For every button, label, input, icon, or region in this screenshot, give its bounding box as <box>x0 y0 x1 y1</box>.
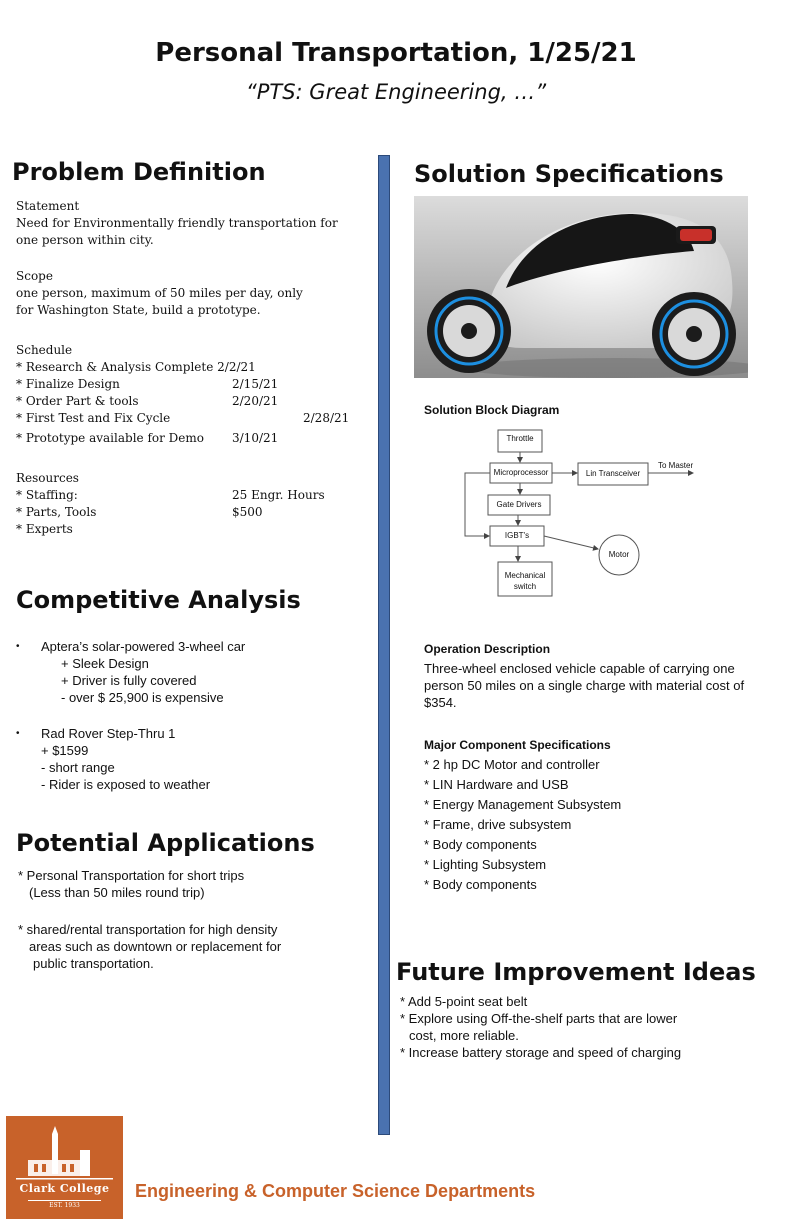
resource-item: * Staffing: <box>16 488 78 502</box>
future-line: * Explore using Off-the-shelf parts that are lower <box>400 1011 678 1026</box>
resources-label: Resources <box>16 471 79 485</box>
schedule-row <box>16 393 361 410</box>
vehicle-photo <box>414 196 748 378</box>
major-components <box>424 735 764 895</box>
resource-item: * Parts, Tools <box>16 505 97 519</box>
future-line: * Add 5-point seat belt <box>400 994 528 1009</box>
bullet: • <box>16 641 20 652</box>
diagram-mech1: Mechanical <box>504 571 546 580</box>
major-label: Major Component Specifications <box>424 738 611 752</box>
competitor-radrover <box>16 725 356 793</box>
vehicle-illustration <box>414 196 748 378</box>
scope-text: one person, maximum of 50 miles per day, only for Washington State, build a prototype. <box>16 286 303 317</box>
resource-item: * Experts <box>16 522 73 536</box>
statement-text: Need for Environmentally friendly transportation for one person within city. <box>16 216 338 247</box>
schedule-row <box>16 359 361 376</box>
future-line: * Increase battery storage and speed of charging <box>400 1045 682 1060</box>
application-line: * shared/rental transportation for high density <box>18 922 278 937</box>
major-item: * 2 hp DC Motor and controller <box>424 757 600 772</box>
footer-departments: Engineering & Computer Science Departments <box>135 1181 536 1201</box>
vertical-divider <box>378 155 390 1135</box>
page-title: Personal Transportation, 1/25/21 <box>155 38 637 68</box>
competitor-point: - Rider is exposed to weather <box>41 777 211 792</box>
diagram-throttle: Throttle <box>506 434 534 443</box>
schedule-label: Schedule <box>16 343 73 357</box>
schedule-section <box>16 342 361 447</box>
resources-section <box>16 470 356 538</box>
schedule-task: * Finalize Design <box>16 377 120 391</box>
operation-section <box>424 641 764 711</box>
resource-value: $500 <box>232 505 263 519</box>
competitor-point: + Driver is fully covered <box>61 673 197 688</box>
schedule-task: * Research & Analysis Complete 2/2/21 <box>16 360 256 374</box>
diagram-motor: Motor <box>608 550 630 559</box>
diagram-to-master: To Master <box>658 461 694 470</box>
diagram-gate: Gate Drivers <box>496 500 542 509</box>
resource-row <box>16 521 356 538</box>
competitor-title: Rad Rover Step-Thru 1 <box>41 726 176 741</box>
competitor-aptera <box>16 638 356 706</box>
application-line: areas such as downtown or replacement for <box>29 939 282 954</box>
future-list <box>400 993 760 1061</box>
schedule-date: 2/15/21 <box>232 377 279 391</box>
scope-label: Scope <box>16 269 53 283</box>
competitor-point: + $1599 <box>41 743 89 758</box>
application-line: public transportation. <box>33 956 154 971</box>
resource-row <box>16 504 356 521</box>
schedule-date: 3/10/21 <box>232 431 279 445</box>
college-est: EST. 1933 <box>49 1202 80 1209</box>
schedule-task: * Prototype available for Demo <box>16 431 204 445</box>
operation-label: Operation Description <box>424 642 551 656</box>
college-name: Clark College <box>19 1182 110 1195</box>
schedule-task: * Order Part & tools <box>16 394 139 408</box>
application-item <box>18 921 358 972</box>
competitive-heading: Competitive Analysis <box>16 586 301 614</box>
college-logo <box>6 1116 123 1219</box>
scope-section <box>16 268 316 319</box>
application-item <box>18 867 358 901</box>
operation-text: Three-wheel enclosed vehicle capable of carrying one person 50 miles on a single charge with material cost of $354. <box>424 661 745 710</box>
diagram-lin: Lin Transceiver <box>585 469 641 478</box>
competitor-point: - short range <box>41 760 115 775</box>
future-heading: Future Improvement Ideas <box>396 958 756 986</box>
competitor-title: Aptera’s solar-powered 3-wheel car <box>41 639 246 654</box>
major-item: * Frame, drive subsystem <box>424 817 572 832</box>
competitor-point: + Sleek Design <box>61 656 149 671</box>
diagram-lines <box>455 425 705 605</box>
schedule-row <box>16 410 361 427</box>
block-diagram-label: Solution Block Diagram <box>424 403 560 417</box>
problem-section <box>16 198 351 249</box>
application-line: (Less than 50 miles round trip) <box>29 885 205 900</box>
applications-heading: Potential Applications <box>16 829 315 857</box>
major-item: * Energy Management Subsystem <box>424 797 622 812</box>
major-item: * Body components <box>424 877 537 892</box>
competitor-point: - over $ 25,900 is expensive <box>61 690 224 705</box>
bullet: • <box>16 728 20 739</box>
schedule-task: * First Test and Fix Cycle <box>16 411 171 425</box>
solution-heading: Solution Specifications <box>414 160 724 188</box>
block-diagram <box>455 425 705 605</box>
page-subtitle: “PTS: Great Engineering, …” <box>245 80 547 104</box>
application-line: * Personal Transportation for short trips <box>18 868 245 883</box>
statement-label: Statement <box>16 199 80 213</box>
diagram-igbt: IGBT's <box>504 531 530 540</box>
future-line: cost, more reliable. <box>409 1028 519 1043</box>
schedule-row <box>16 376 361 393</box>
diagram-microprocessor: Microprocessor <box>493 468 549 477</box>
resource-value: 25 Engr. Hours <box>232 488 325 502</box>
schedule-date: 2/20/21 <box>232 394 279 408</box>
major-item: * Body components <box>424 837 537 852</box>
schedule-date: 2/28/21 <box>303 411 350 425</box>
resource-row <box>16 487 356 504</box>
major-item: * Lighting Subsystem <box>424 857 547 872</box>
diagram-mech2: switch <box>513 582 537 591</box>
schedule-row <box>16 430 361 447</box>
major-item: * LIN Hardware and USB <box>424 777 569 792</box>
problem-heading: Problem Definition <box>12 158 266 186</box>
